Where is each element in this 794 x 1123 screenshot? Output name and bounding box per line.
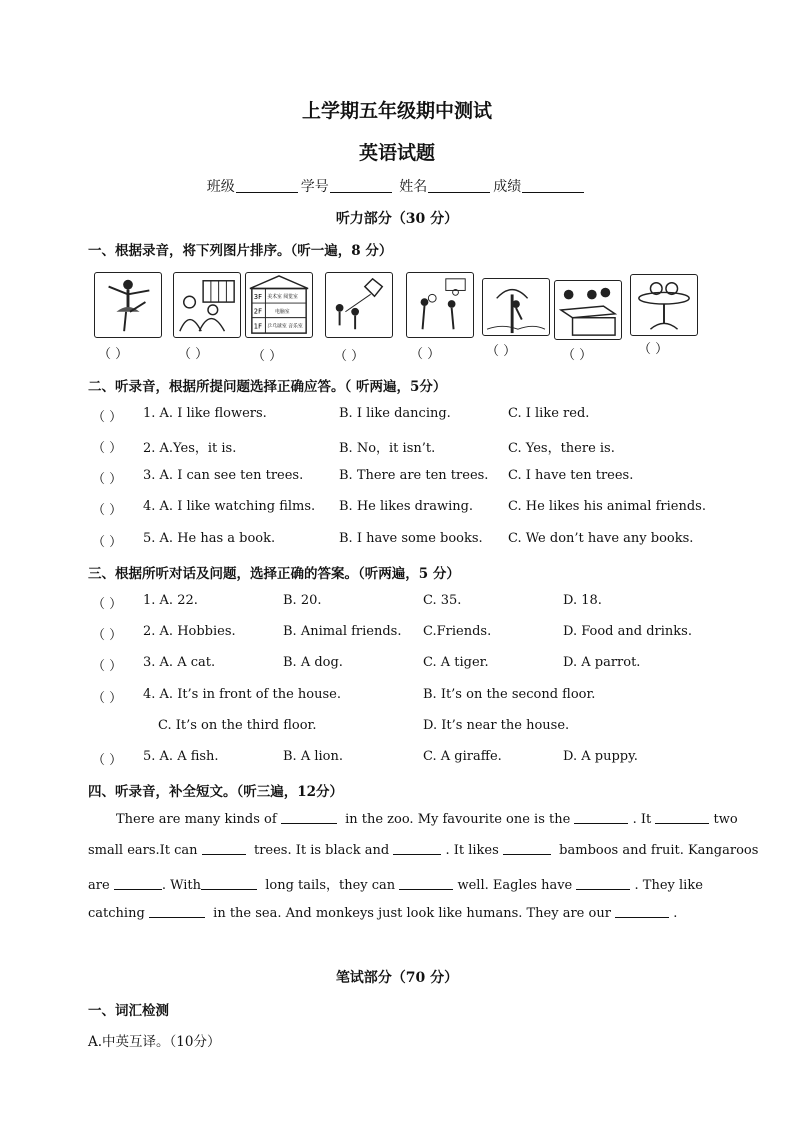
student-info-line [0,176,794,196]
class-field[interactable] [236,178,298,193]
option-a: 4. A. I like watching films. [143,499,316,514]
option-c: C.Friends. [423,624,492,639]
text: in the zoo. My favourite one is the [345,812,571,827]
part2-title: 二、听录音，根据所提问题选择正确应答。（ 听两遍，5分） [88,379,447,395]
option-b: B. Animal friends. [283,624,402,639]
option-c: C. I like red. [508,406,590,421]
text: in the sea. And monkeys just look like humans. They are our [213,906,611,921]
page-title: 上学期五年级期中测试 [301,100,492,122]
text: There are many kinds of [116,812,277,827]
picture-4-answer[interactable]: （ ） [334,349,365,364]
answer-paren[interactable]: （ ） [92,441,123,456]
option-b: B. I have some books. [339,531,483,546]
boy-climbing-tree-icon [483,279,549,335]
option-a: 4. A. It’s in front of the house. [143,687,341,702]
writing-heading: 笔试部分（70 分） [335,970,459,986]
text: . It [632,812,652,827]
option-d: D. Food and drinks. [563,624,692,639]
option-b: B. It’s on the second floor. [423,687,596,702]
option-d: D. 18. [563,593,602,608]
picture-5-answer[interactable]: （ ） [410,347,441,362]
option-c: C. He likes his animal friends. [508,499,706,514]
student-number-label: 学号 [300,179,329,195]
name-label: 姓名 [399,179,428,195]
ballet-dancer-icon [95,273,161,337]
picture-1 [94,272,162,338]
blank-8[interactable] [201,877,257,890]
picture-7-answer[interactable]: （ ） [562,348,593,363]
writing-sub-a: A.中英互译。（10分） [88,1034,221,1050]
text: . It likes [445,843,499,858]
text: . With [161,878,201,893]
text: well. Eagles have [457,878,573,893]
option-a: 1. A. I like flowers. [143,406,267,421]
answer-paren[interactable]: （ ） [92,503,123,518]
option-a: 1. A. 22. [143,593,198,608]
score-label: 成绩 [493,179,522,195]
class-label: 班级 [206,179,235,195]
picture-8-answer[interactable]: （ ） [638,342,669,357]
answer-paren[interactable]: （ ） [92,472,123,487]
part3-title: 三、根据所听对话及问题，选择正确的答案。（听两遍，5 分） [88,566,460,582]
picture-6 [482,278,550,336]
option-d: D. A puppy. [563,749,638,764]
text: bamboos and fruit. Kangaroos [559,843,759,858]
option-a: 5. A. He has a book. [143,531,276,546]
part4-title: 四、听录音，补全短文。（听三遍，12分） [88,784,344,800]
picture-2 [173,272,241,338]
answer-paren[interactable]: （ ） [92,410,123,425]
answer-paren[interactable]: （ ） [92,535,123,550]
picture-3-answer[interactable]: （ ） [252,349,283,364]
cloze-line-4 [88,905,677,921]
listening-heading: 听力部分（30 分） [335,211,459,227]
name-field[interactable] [428,178,490,193]
text: . They like [634,878,703,893]
text: small ears.It can [88,843,198,858]
floor-2-rooms: 电脑室 [275,309,290,315]
floor-2-label: 2F [253,307,262,316]
part1-title: 一、根据录音，将下列图片排序。（听一遍，8 分） [88,243,393,259]
option-a: 3. A. I can see ten trees. [143,468,304,483]
picture-6-answer[interactable]: （ ） [486,344,517,359]
cake-on-stand-icon [631,275,697,335]
option-c: C. We don’t have any books. [508,531,694,546]
option-c: C. A giraffe. [423,749,502,764]
answer-paren[interactable]: （ ） [92,691,123,706]
option-c: C. I have ten trees. [508,468,634,483]
shopkeeper-counter-icon [555,281,621,339]
option-d: D. A parrot. [563,655,641,670]
option-b: B. No，it isn’t. [339,441,436,456]
blank-7[interactable] [114,877,162,890]
option-d: D. It’s near the house. [423,718,570,733]
blank-5[interactable] [393,842,441,855]
option-b: B. A dog. [283,655,343,670]
floor-1-label: 1F [253,322,262,331]
text: . [673,906,678,921]
blank-6[interactable] [503,842,551,855]
basketball-players-icon [407,273,473,337]
option-a: 3. A. A cat. [143,655,216,670]
animals-in-cage-icon [174,273,240,337]
cloze-line-2 [88,842,758,858]
option-b: B. A lion. [283,749,343,764]
student-number-field[interactable] [330,178,392,193]
picture-8 [630,274,698,336]
option-b: B. 20. [283,593,322,608]
writing-part1-title: 一、词汇检测 [88,1003,169,1019]
kite-flying-icon [326,273,392,337]
cloze-line-1 [116,811,738,827]
picture-4 [325,272,393,338]
floor-1-rooms: 乒乓球室 音乐室 [267,324,303,330]
answer-paren[interactable]: （ ） [92,597,123,612]
option-b: B. He likes drawing. [339,499,474,514]
text: trees. It is black and [253,843,390,858]
three-floor-building-icon [246,273,312,337]
floor-3-label: 3F [253,293,262,302]
option-c: C. It’s on the third floor. [158,718,317,733]
text: are [88,878,110,893]
picture-1-answer[interactable]: （ ） [98,347,129,362]
cloze-line-3 [88,874,703,893]
score-field[interactable] [522,178,584,193]
option-b: B. There are ten trees. [339,468,489,483]
option-c: C. 35. [423,593,462,608]
answer-paren[interactable]: （ ） [92,659,123,674]
page-subtitle: 英语试题 [358,142,435,164]
blank-10[interactable] [576,877,630,890]
text: two [713,812,738,827]
option-a: 5. A. A fish. [143,749,219,764]
picture-7 [554,280,622,340]
floor-3-rooms: 美术室 阅览室 [267,295,298,301]
blank-2[interactable] [574,811,628,824]
text: catching [88,906,145,921]
blank-11[interactable] [149,905,205,918]
option-a: 2. A.Yes，it is. [143,441,237,456]
text: long tails，they can [265,878,396,893]
option-c: C. A tiger. [423,655,489,670]
option-a: 2. A. Hobbies. [143,624,236,639]
blank-12[interactable] [615,905,669,918]
answer-paren[interactable]: （ ） [92,753,123,768]
blank-1[interactable] [281,811,337,824]
blank-9[interactable] [399,877,453,890]
option-b: B. I like dancing. [339,406,451,421]
blank-3[interactable] [655,811,709,824]
option-c: C. Yes，there is. [508,441,615,456]
picture-5 [406,272,474,338]
picture-3 [245,272,313,338]
blank-4[interactable] [202,842,246,855]
picture-2-answer[interactable]: （ ） [178,347,209,362]
answer-paren[interactable]: （ ） [92,628,123,643]
